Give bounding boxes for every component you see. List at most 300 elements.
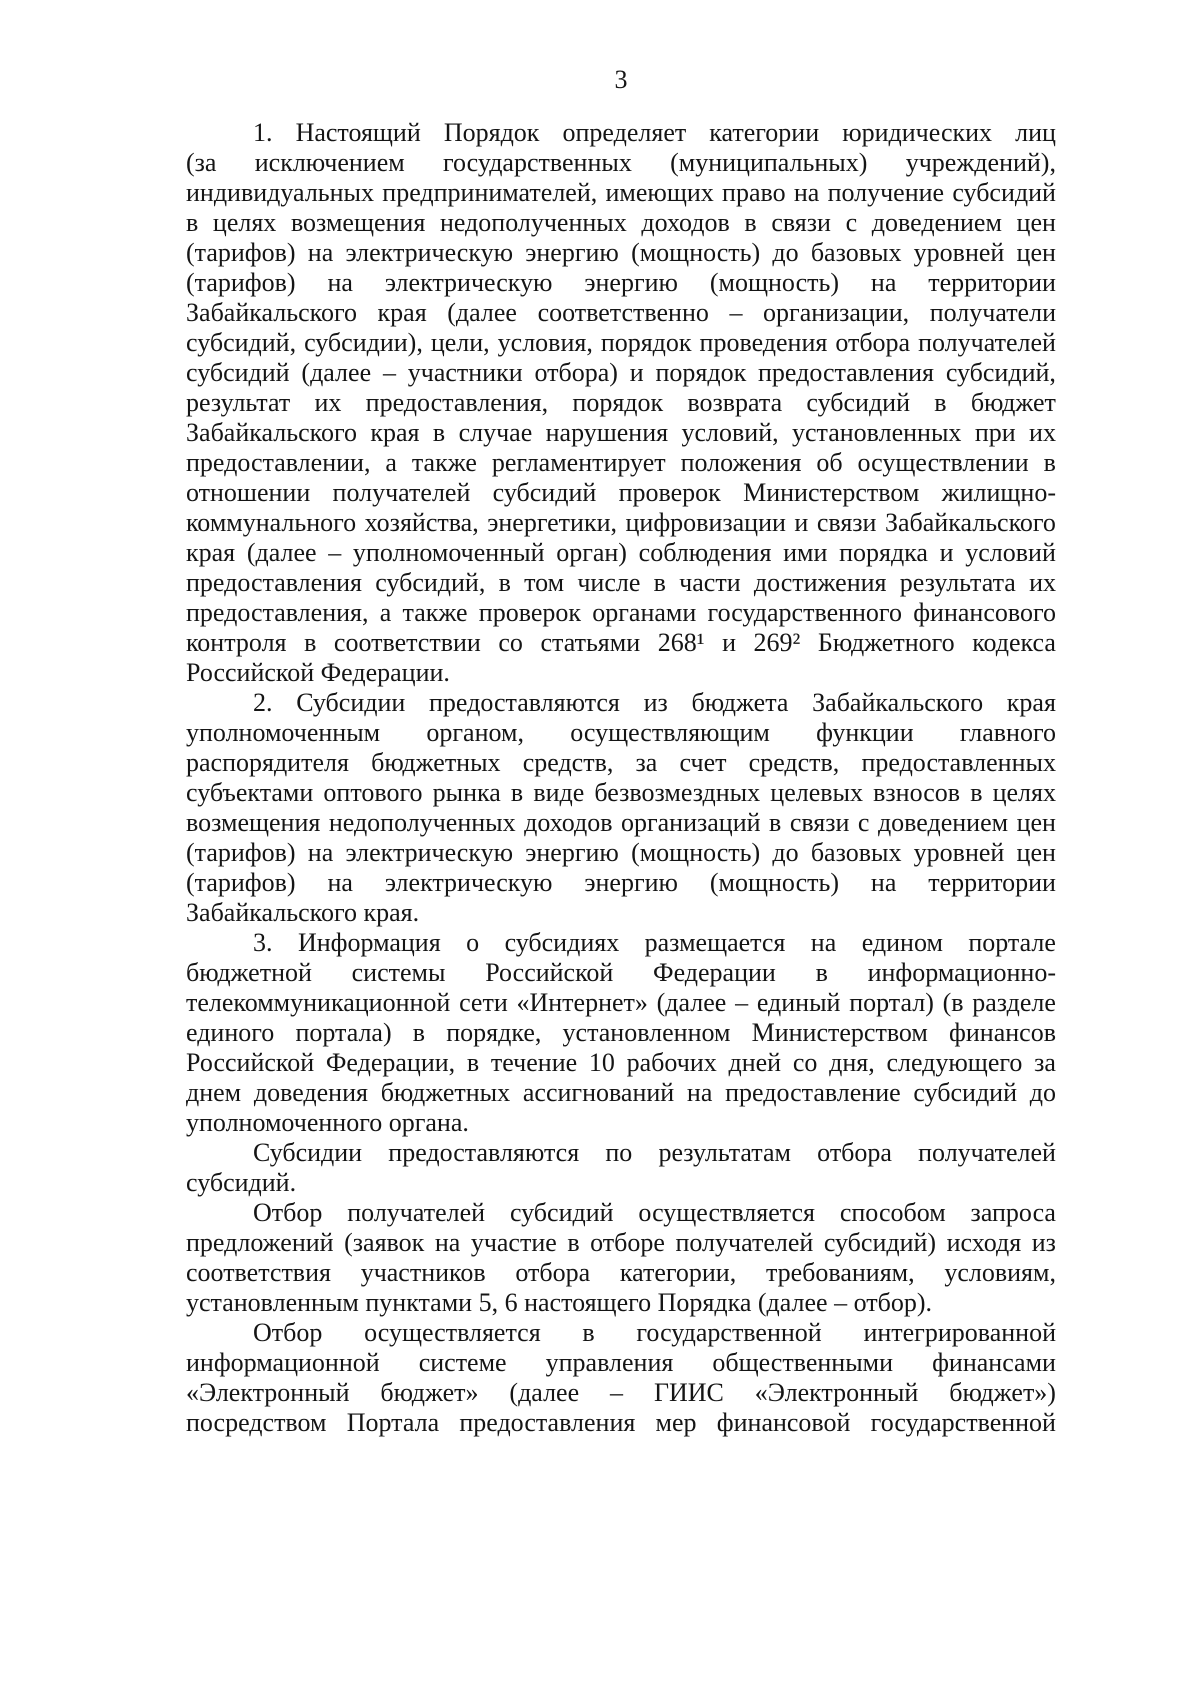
word: рынка — [432, 778, 501, 807]
word: порядка — [839, 538, 928, 567]
paragraph-2 — [186, 688, 1056, 928]
word: коммунального — [186, 508, 357, 537]
word: условий, — [681, 418, 779, 447]
word: (тарифов) — [186, 838, 296, 867]
word: ассигнований — [522, 1078, 675, 1107]
word: отбора) — [534, 358, 618, 387]
word: и — [722, 628, 736, 657]
word: Забайкальского — [186, 418, 357, 447]
word: (далее — [509, 1378, 580, 1407]
word: края — [370, 418, 420, 447]
word: базовых — [810, 838, 902, 867]
word: Субсидии — [253, 1138, 363, 1167]
word: на — [327, 868, 353, 897]
word: электрическую — [384, 268, 553, 297]
word: средств, — [522, 748, 614, 777]
word: соответственно — [537, 298, 709, 327]
word: распорядителя — [186, 748, 349, 777]
word: доходов — [524, 808, 613, 837]
word: бюджет») — [949, 1378, 1056, 1407]
word: дней — [728, 1048, 782, 1077]
word: 269² — [753, 628, 801, 657]
text-line — [186, 1318, 1056, 1348]
word: требованиям, — [765, 1258, 915, 1287]
word: их — [314, 388, 342, 417]
word: Порядок — [443, 118, 540, 147]
word: предоставления — [186, 568, 362, 597]
word: виде — [533, 778, 585, 807]
word: ими — [783, 538, 828, 567]
word: органами — [592, 598, 697, 627]
text-line — [186, 1408, 1056, 1438]
text-line — [186, 598, 1056, 628]
word: энергию — [525, 238, 619, 267]
word: субсидий — [509, 1198, 614, 1227]
word: осуществляющим — [570, 718, 770, 747]
text-line — [186, 1198, 1056, 1228]
word: получение — [827, 178, 945, 207]
word: информационной — [186, 1348, 380, 1377]
word: субсидий — [186, 358, 290, 387]
word: Министерством — [751, 1018, 928, 1047]
word: проверок — [478, 598, 582, 627]
word: получателей — [347, 1198, 486, 1227]
text-line: субсидий. — [186, 1168, 297, 1197]
word: целевых — [770, 778, 863, 807]
word: на — [434, 1228, 461, 1257]
text-line — [186, 388, 1056, 418]
word: хозяйства, — [364, 508, 479, 537]
word: энергетики, — [487, 508, 617, 537]
word: результатам — [658, 1138, 791, 1167]
word: получателей — [918, 328, 1056, 357]
word: функции — [816, 718, 914, 747]
text-line — [186, 1138, 1056, 1168]
word: порядке, — [446, 1018, 542, 1047]
word: счет — [679, 748, 727, 777]
word: достижения — [753, 568, 887, 597]
word: Забайкальского — [884, 508, 1056, 537]
word: предоставления — [459, 1408, 636, 1437]
word: субсидий, — [186, 328, 297, 357]
word: на — [307, 238, 334, 267]
word: (мощность) — [631, 838, 761, 867]
word: предоставлении, — [186, 448, 371, 477]
text-line — [186, 1078, 1056, 1108]
word: отношении — [186, 478, 311, 507]
word: уполномоченным — [186, 718, 381, 747]
word: статьями — [540, 628, 641, 657]
word: цен — [1016, 238, 1056, 267]
word: сети — [459, 988, 508, 1017]
word: края — [1006, 688, 1056, 717]
word: управления — [545, 1348, 674, 1377]
word: интегрированной — [863, 1318, 1056, 1347]
word: финансов — [949, 1018, 1056, 1047]
text-line: Российской Федерации. — [186, 658, 450, 687]
word: Отбор — [253, 1198, 323, 1227]
word: части — [679, 568, 741, 597]
word: следующего — [886, 1048, 1023, 1077]
word: территории — [928, 268, 1056, 297]
word: на — [327, 268, 353, 297]
word: учреждений), — [905, 148, 1056, 177]
word: исключением — [254, 148, 405, 177]
word: предпринимателей, — [382, 178, 598, 207]
word: (тарифов) — [186, 868, 296, 897]
word: общественными — [712, 1348, 894, 1377]
text-line — [186, 688, 1056, 718]
word: Информация — [297, 928, 441, 957]
word: субсидиях — [504, 928, 620, 957]
word: в — [934, 388, 947, 417]
word: (за — [186, 148, 217, 177]
word: системе — [418, 1348, 507, 1377]
text-line: установленным пунктами 5, 6 настоящего Порядка (далее – отбор). — [186, 1288, 932, 1317]
word: связи — [816, 508, 877, 537]
word: жилищно- — [941, 478, 1056, 507]
word: Министерством — [743, 478, 920, 507]
text-line — [186, 178, 1056, 208]
text-line — [186, 118, 1056, 148]
word: субсидий — [913, 1078, 1017, 1107]
word: бюджетных — [371, 748, 501, 777]
word: индивидуальных — [186, 178, 375, 207]
word: (мощность) — [709, 268, 839, 297]
word: до — [772, 838, 799, 867]
word: уполномоченный — [352, 538, 545, 567]
word: соответствия — [186, 1258, 331, 1287]
word: государственного — [707, 598, 902, 627]
word: Забайкальского — [812, 688, 984, 717]
word: в — [510, 778, 524, 807]
word: единого — [186, 1018, 275, 1047]
word: системы — [351, 958, 446, 987]
word: условиям, — [944, 1258, 1056, 1287]
word: о — [466, 928, 480, 957]
word: размещается — [644, 928, 786, 957]
word: из — [643, 688, 668, 717]
word: Субсидии — [296, 688, 406, 717]
paragraph-6 — [186, 1318, 1056, 1438]
word: 10 — [588, 1048, 615, 1077]
word: положения — [680, 448, 802, 477]
word: предложений — [186, 1228, 334, 1257]
word: портале — [968, 928, 1056, 957]
word: субсидий, — [945, 358, 1056, 387]
word: кодекса — [972, 628, 1056, 657]
word: едином — [861, 928, 943, 957]
word: субсидий — [492, 478, 597, 507]
word: осуществлении — [857, 448, 1029, 477]
word: взносов — [873, 778, 961, 807]
word: 3. — [253, 928, 273, 957]
word: результата — [899, 568, 1016, 597]
word: Портала — [346, 1408, 440, 1437]
word: энергию — [525, 838, 619, 867]
word: бюджет — [970, 388, 1056, 417]
word: проверок — [618, 478, 721, 507]
word: имеющих — [605, 178, 714, 207]
text-line — [186, 928, 1056, 958]
word: и — [794, 508, 809, 537]
word: Настоящий — [295, 118, 421, 147]
word: соответствии — [333, 628, 481, 657]
word: финансового — [913, 598, 1056, 627]
word: также — [402, 598, 468, 627]
word: предоставляются — [388, 1138, 580, 1167]
word: Отбор — [253, 1318, 323, 1347]
word: на — [686, 1078, 713, 1107]
word: получатели — [929, 298, 1056, 327]
word: субсидий) — [823, 1228, 937, 1257]
text-line — [186, 1348, 1056, 1378]
text-line — [186, 838, 1056, 868]
word: способом — [839, 1198, 946, 1227]
text-line — [186, 988, 1056, 1018]
word: территории — [928, 868, 1056, 897]
word: с — [845, 208, 858, 237]
text-line — [186, 148, 1056, 178]
word: организации, — [763, 298, 910, 327]
word: из — [1031, 1228, 1056, 1257]
word: получателей — [918, 1138, 1056, 1167]
word: субсидий, — [375, 568, 486, 597]
word: уровней — [913, 838, 1005, 867]
word: с — [857, 808, 870, 837]
word: Федерации — [653, 958, 776, 987]
word: финансовой — [716, 1408, 851, 1437]
word: субсидий — [952, 178, 1056, 207]
text-line: уполномоченного органа. — [186, 1108, 469, 1137]
word: государственной — [636, 1318, 822, 1347]
word: порядок — [572, 388, 664, 417]
word: бюджета — [691, 688, 789, 717]
word: (тарифов) — [186, 238, 296, 267]
word: контроля — [186, 628, 287, 657]
word: получателей — [332, 478, 471, 507]
word: бюджетных — [380, 1078, 511, 1107]
word: предоставления, — [365, 388, 549, 417]
word: 1. — [253, 118, 273, 147]
word: мер — [655, 1408, 697, 1437]
word: в — [815, 958, 828, 987]
word: «Интернет» — [516, 988, 648, 1017]
word: и — [629, 358, 644, 387]
word: энергию — [584, 268, 678, 297]
text-line — [186, 448, 1056, 478]
word: в — [186, 208, 199, 237]
word: днем — [186, 1078, 242, 1107]
word: предоставленных — [861, 748, 1056, 777]
word: (тарифов) — [186, 268, 296, 297]
word: цифровизации — [625, 508, 786, 537]
word: участников — [360, 1258, 486, 1287]
word: главного — [959, 718, 1056, 747]
word: (далее — [246, 538, 317, 567]
paragraph-1 — [186, 118, 1056, 688]
word: установленном — [562, 1018, 731, 1047]
word: посредством — [186, 1408, 327, 1437]
word: также — [411, 448, 477, 477]
word: информационно- — [867, 958, 1056, 987]
word: том — [524, 568, 565, 597]
paragraph-4 — [186, 1138, 1056, 1198]
word: в — [304, 628, 317, 657]
word: края — [377, 298, 427, 327]
word: предоставления — [758, 358, 934, 387]
text-line — [186, 778, 1056, 808]
word: результат — [186, 388, 291, 417]
word: телекоммуникационной — [186, 988, 451, 1017]
word: условий — [965, 538, 1056, 567]
word: соблюдения — [638, 538, 772, 567]
word: отборе — [590, 1228, 665, 1257]
word: цен — [1016, 808, 1056, 837]
word: бюджетной — [186, 958, 312, 987]
text-line — [186, 718, 1056, 748]
word: осуществляется — [638, 1198, 815, 1227]
word: – — [328, 538, 342, 567]
text-line: Забайкальского края. — [186, 898, 420, 927]
word: связи — [789, 808, 850, 837]
word: (далее — [656, 988, 727, 1017]
text-line — [186, 1018, 1056, 1048]
word: финансами — [932, 1348, 1056, 1377]
word: право — [722, 178, 786, 207]
word: порядок — [600, 328, 692, 357]
word: единый — [756, 988, 841, 1017]
word: дня, — [829, 1048, 875, 1077]
word: в — [432, 418, 446, 447]
word: «Электронный — [754, 1378, 919, 1407]
word: отбора — [817, 1138, 892, 1167]
word: категории — [709, 118, 820, 147]
word: по — [605, 1138, 633, 1167]
word: безвозмездных — [594, 778, 761, 807]
word: участие — [470, 1228, 557, 1257]
text-line — [186, 958, 1056, 988]
word: в — [653, 568, 666, 597]
text-line — [186, 268, 1056, 298]
word: (мощность) — [709, 868, 839, 897]
word: категории, — [619, 1258, 737, 1287]
word: оптового — [323, 778, 423, 807]
text-line — [186, 238, 1056, 268]
word: доведением — [877, 808, 1009, 837]
word: органом, — [426, 718, 524, 747]
word: субъектами — [186, 778, 314, 807]
word: со — [498, 628, 523, 657]
word: ГИИС — [653, 1378, 724, 1407]
word: их — [1029, 418, 1056, 447]
text-line — [186, 808, 1056, 838]
word: предоставление — [725, 1078, 901, 1107]
word: течение — [490, 1048, 578, 1077]
word: (муниципальных) — [670, 148, 868, 177]
word: Бюджетного — [817, 628, 955, 657]
word: случае — [458, 418, 533, 447]
word: государственной — [870, 1408, 1056, 1437]
text-line — [186, 628, 1056, 658]
word: государственных — [442, 148, 632, 177]
word: средств, — [748, 748, 840, 777]
word: цен — [1016, 838, 1056, 867]
text-line — [186, 298, 1056, 328]
word: рабочих — [626, 1048, 717, 1077]
word: бюджет» — [380, 1378, 479, 1407]
word: в — [412, 1018, 426, 1047]
word: – — [610, 1378, 624, 1407]
word: в — [1043, 448, 1056, 477]
word: (мощность) — [631, 238, 761, 267]
word: (далее — [301, 358, 372, 387]
paragraph-3 — [186, 928, 1056, 1138]
word: Федерации, — [325, 1048, 456, 1077]
word: до — [772, 238, 799, 267]
word: определяет — [562, 118, 687, 147]
page-number: 3 — [614, 65, 628, 94]
word: числе — [577, 568, 641, 597]
word: возмещения — [290, 208, 426, 237]
text-line — [186, 358, 1056, 388]
text-line — [186, 568, 1056, 598]
word: запроса — [970, 1198, 1056, 1227]
text-line — [186, 478, 1056, 508]
word: 268¹ — [657, 628, 705, 657]
word: их — [1029, 568, 1056, 597]
word: уровней — [913, 238, 1005, 267]
word: и — [939, 538, 954, 567]
text-line — [186, 748, 1056, 778]
word: электрическую — [384, 868, 553, 897]
word: установленных — [792, 418, 962, 447]
word: в — [466, 1048, 480, 1077]
word: – — [735, 988, 749, 1017]
text-line — [186, 538, 1056, 568]
word: получателей — [675, 1228, 814, 1257]
paragraph-5 — [186, 1198, 1056, 1318]
word: в — [582, 1318, 595, 1347]
word: недополученных — [328, 808, 516, 837]
word: Российской — [485, 958, 614, 987]
word: связи — [771, 208, 831, 237]
word: исходя — [946, 1228, 1022, 1257]
text-line — [186, 508, 1056, 538]
text-line — [186, 1258, 1056, 1288]
word: края — [186, 538, 236, 567]
word: условия, — [497, 328, 593, 357]
word: на — [307, 838, 334, 867]
word: недополученных — [439, 208, 627, 237]
text-line — [186, 328, 1056, 358]
word: со — [792, 1048, 818, 1077]
word: цен — [1016, 208, 1056, 237]
word: (заявок — [344, 1228, 425, 1257]
word: до — [1029, 1078, 1056, 1107]
word: «Электронный — [186, 1378, 350, 1407]
word: орган) — [556, 538, 627, 567]
word: – — [729, 298, 743, 327]
word: целях — [992, 778, 1056, 807]
word: участники — [407, 358, 523, 387]
word: Забайкальского — [186, 298, 357, 327]
word: субсидий — [806, 388, 910, 417]
word: а — [385, 448, 397, 477]
word: юридических — [842, 118, 993, 147]
text-line — [186, 208, 1056, 238]
word: на — [810, 928, 837, 957]
